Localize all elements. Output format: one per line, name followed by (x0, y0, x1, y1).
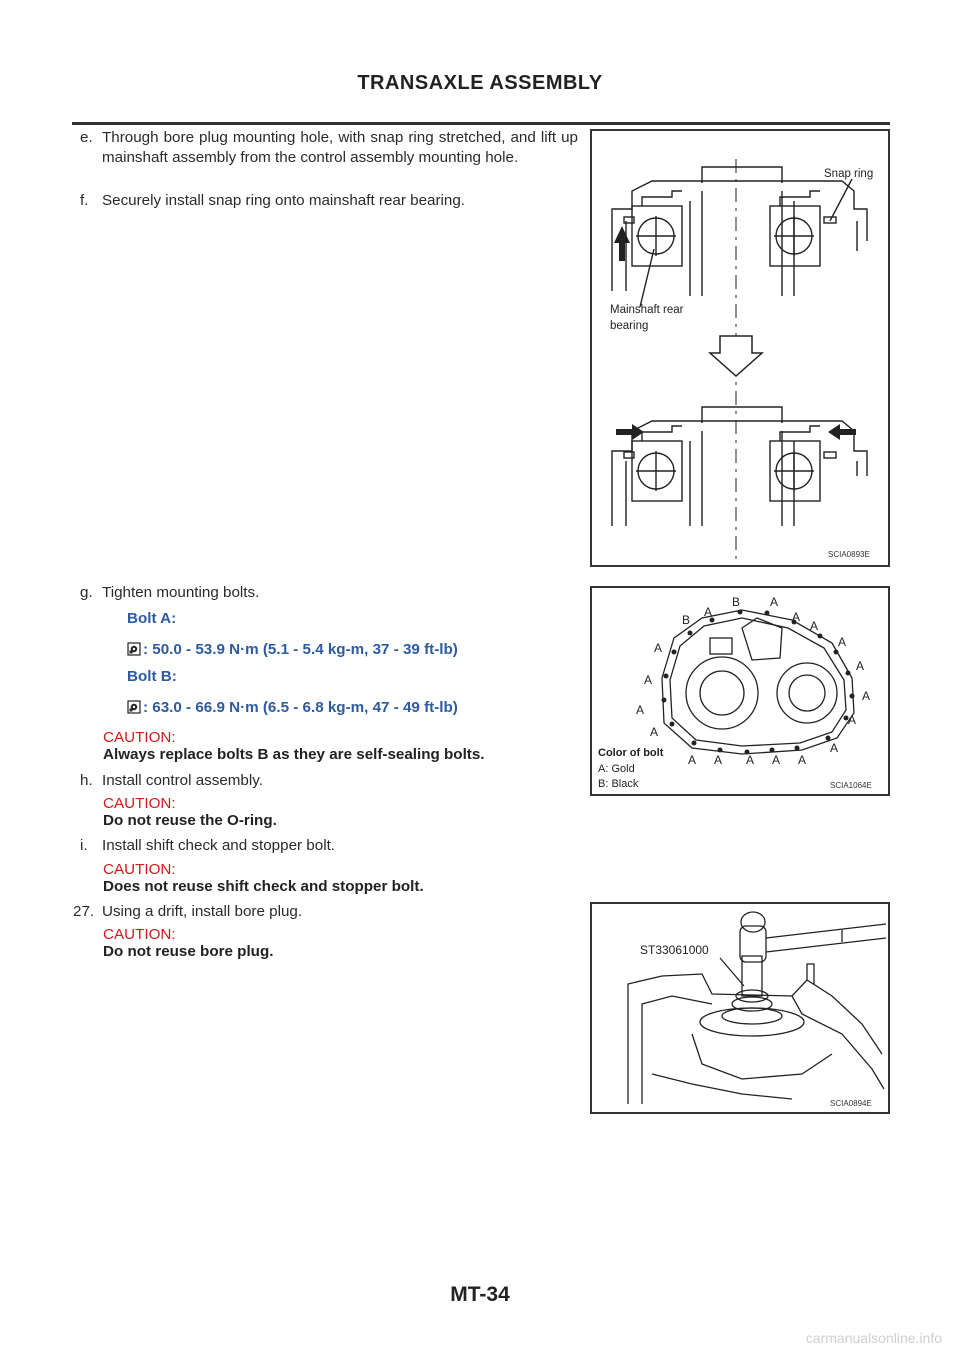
caution-label: CAUTION: (103, 795, 176, 812)
figure-code: SCIA0894E (830, 1099, 872, 1108)
bolt-a-callout: A (838, 635, 847, 649)
tool-number-label: ST33061000 (640, 943, 709, 957)
caution-label: CAUTION: (103, 861, 176, 878)
bolt-a-callout: A (798, 753, 807, 767)
bolt-a-callout: A (714, 753, 723, 767)
bolt-a-callout: A (654, 641, 663, 655)
bolt-a-label: Bolt A: (127, 610, 177, 627)
header-rule (72, 122, 890, 125)
caution-text: Do not reuse the O-ring. (103, 812, 277, 829)
bolt-a-callout: A (810, 619, 819, 633)
bolt-b-callout: B (682, 613, 691, 627)
bolt-b-spec-row (127, 699, 458, 716)
legend-black: B: Black (598, 778, 639, 790)
bolt-a-callout: A (770, 595, 779, 609)
bolt-a-callout: A (636, 703, 645, 717)
step-label: i. (80, 837, 88, 854)
step-label: e. (80, 129, 93, 146)
figure-code: SCIA1064E (830, 781, 872, 790)
step-label: 27. (73, 903, 95, 920)
torque-wrench-icon (127, 700, 141, 714)
figure-bolt-locations (590, 586, 890, 796)
bolt-a-callout: A (848, 713, 857, 727)
step-g (80, 583, 578, 603)
step-e (80, 128, 578, 168)
step-text: Tighten mounting bolts. (102, 584, 260, 601)
snap-ring-diagram (592, 131, 888, 565)
step-text: Install control assembly. (102, 772, 263, 789)
bolt-a-callout: A (688, 753, 697, 767)
bolt-a-callout: A (856, 659, 865, 673)
caution-label: CAUTION: (103, 729, 176, 746)
step-label: g. (80, 584, 93, 601)
bore-plug-diagram (592, 904, 888, 1112)
bearing-label-line1: Mainshaft rear (610, 304, 684, 316)
bolt-a-callout: A (862, 689, 871, 703)
bolt-a-callout: A (792, 610, 801, 624)
step-text: Using a drift, install bore plug. (102, 903, 303, 920)
bolt-a-callout: A (644, 673, 653, 687)
bearing-label-line2: bearing (610, 320, 649, 332)
figure-code: SCIA0893E (828, 550, 870, 559)
caution-text: Do not reuse bore plug. (103, 943, 274, 960)
step-h (80, 771, 578, 791)
bolt-a-callout: A (830, 741, 839, 755)
step-text: Through bore plug mounting hole, with snap ring stretched, and lift up mainshaft assembly from the control assembly mounting hole. (102, 129, 578, 166)
legend-title: Color of bolt (598, 747, 664, 759)
figure-snap-ring (590, 129, 890, 567)
page-title: TRANSAXLE ASSEMBLY (357, 72, 603, 94)
legend-gold: A: Gold (598, 763, 635, 775)
figure-bore-plug (590, 902, 890, 1114)
bolt-a-spec: : 50.0 - 53.9 N·m (5.1 - 5.4 kg-m, 37 - 39 ft-lb) (143, 641, 458, 658)
caution-text: Always replace bolts B as they are self-sealing bolts. (103, 746, 485, 763)
bolt-b-label: Bolt B: (127, 668, 177, 685)
step-f (80, 191, 578, 211)
bolt-location-diagram (592, 588, 888, 794)
bolt-a-callout: A (772, 753, 781, 767)
bolt-b-spec: : 63.0 - 66.9 N·m (6.5 - 6.8 kg-m, 47 - 49 ft-lb) (143, 699, 458, 716)
step-text: Install shift check and stopper bolt. (102, 837, 336, 854)
watermark: carmanualsonline.info (805, 1330, 942, 1346)
step-27 (73, 902, 578, 922)
bolt-a-callout: A (746, 753, 755, 767)
step-i (80, 836, 578, 856)
bolt-a-spec-row (127, 641, 458, 658)
page-number: MT-34 (450, 1283, 510, 1306)
bolt-a-callout: A (650, 725, 659, 739)
bolt-a-callout: A (704, 605, 713, 619)
caution-label: CAUTION: (103, 926, 176, 943)
caution-text: Does not reuse shift check and stopper bolt. (103, 878, 424, 895)
snap-ring-label: Snap ring (824, 168, 874, 180)
torque-wrench-icon (127, 642, 141, 656)
step-label: h. (80, 772, 93, 789)
bolt-b-callout: B (732, 595, 741, 609)
step-label: f. (80, 192, 89, 209)
step-text: Securely install snap ring onto mainshaft rear bearing. (102, 192, 466, 209)
